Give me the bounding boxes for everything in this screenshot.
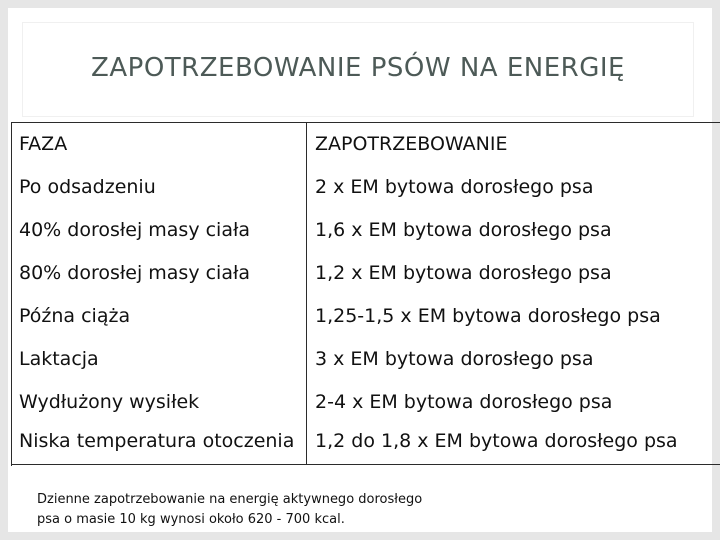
requirement-cell: 1,2 x EM bytowa dorosłego psa: [315, 262, 612, 284]
table-row: [11, 381, 720, 424]
requirement-cell: 1,25-1,5 x EM bytowa dorosłego psa: [315, 305, 661, 327]
phase-cell: Późna ciąża: [11, 295, 307, 338]
table-row: [11, 252, 720, 295]
table-row: [11, 338, 720, 381]
phase-cell: 40% dorosłej masy ciała: [11, 209, 307, 252]
phase-cell: Wydłużony wysiłek: [11, 381, 307, 424]
phase-cell: 80% dorosłej masy ciała: [11, 252, 307, 295]
energy-requirement-table: [11, 122, 720, 465]
phase-cell: Po odsadzeniu: [11, 166, 307, 209]
table-row: [11, 295, 720, 338]
footnote-line-2: psa o masie 10 kg wynosi około 620 - 700 kcal.: [37, 512, 345, 527]
table-row: [11, 166, 720, 209]
header-phase: FAZA: [11, 123, 307, 166]
requirement-cell: 2-4 x EM bytowa dorosłego psa: [315, 391, 613, 413]
table-row: [11, 424, 720, 465]
title-box: [22, 22, 694, 117]
slide-title: ZAPOTRZEBOWANIE PSÓW NA ENERGIĘ: [91, 53, 625, 83]
requirement-cell: 3 x EM bytowa dorosłego psa: [315, 348, 594, 370]
header-requirement: ZAPOTRZEBOWANIE: [307, 123, 720, 166]
footnote-line-1: Dzienne zapotrzebowanie na energię aktywnego dorosłego: [37, 492, 423, 507]
footnote: [37, 490, 507, 530]
requirement-cell: 2 x EM bytowa dorosłego psa: [315, 176, 594, 198]
requirement-cell: 1,2 do 1,8 x EM bytowa dorosłego psa: [307, 424, 720, 465]
phase-cell: Laktacja: [11, 338, 307, 381]
requirement-cell: 1,6 x EM bytowa dorosłego psa: [315, 219, 612, 241]
table-row: [11, 209, 720, 252]
phase-cell: Niska temperatura otoczenia: [11, 424, 307, 465]
table-header-row: [11, 123, 720, 166]
